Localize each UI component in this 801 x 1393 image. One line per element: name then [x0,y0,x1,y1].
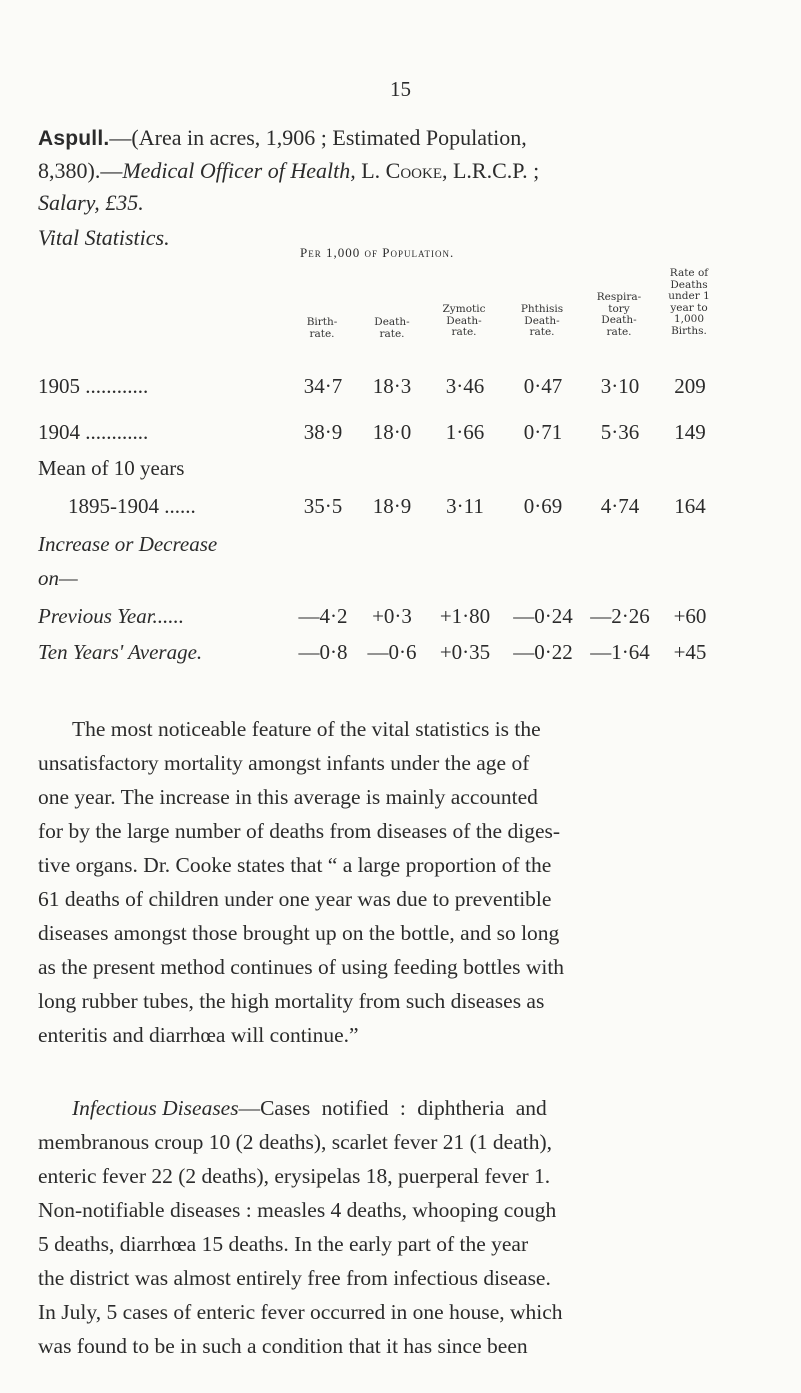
row-label-previous-year: Previous Year...... [38,604,185,628]
paragraph-line: Non-notifiable diseases : measles 4 deaths, whooping cough [38,1198,557,1222]
table-cell: +0·3 [372,604,412,628]
table-cell: 164 [674,494,706,518]
column-header-infant-deaths: Rate of Deaths under 1 year to 1,000 Births. [668,267,710,337]
population-text: 8,380).— [38,158,123,183]
table-cell: +1·80 [439,604,491,628]
paragraph-line: The most noticeable feature of the vital statistics is the [72,717,541,741]
page-number: 15 [390,77,411,101]
column-header-phthisis: Phthisis Death- rate. [520,303,564,338]
table-cell: —0·22 [513,640,573,664]
table-cell: 38·9 [303,420,343,444]
row-label-increase-decrease: Increase or Decrease [38,532,218,556]
table-cell: 18·0 [372,420,412,444]
table-cell: 35·5 [303,494,343,518]
paragraph-line: 61 deaths of children under one year was due to preventible [38,887,552,911]
row-label-1904: 1904 ............ [38,420,149,444]
table-cell: —4·2 [298,604,348,628]
table-cell: 3·10 [600,374,640,398]
paragraph-line: was found to be in such a condition that it has since been [38,1334,528,1358]
table-cell: —2·26 [590,604,650,628]
table-cell: 3·11 [446,494,484,518]
row-sublabel-mean-years: 1895-1904 ...... [68,494,196,518]
infectious-diseases-heading: Infectious Diseases [72,1096,239,1120]
table-cell: 0·47 [523,374,563,398]
medical-officer-title: Medical Officer of Health, [122,158,356,183]
column-header-respiratory: Respira- tory Death- rate. [596,291,642,338]
salary-text: Salary, £35. [38,190,144,215]
table-cell: 0·69 [523,494,563,518]
infant-mortality-paragraph [38,712,748,1052]
vital-statistics-heading: Vital Statistics. [38,225,170,250]
paragraph-line: membranous croup 10 (2 deaths), scarlet fever 21 (1 death), [38,1130,553,1154]
paragraph-line: as the present method continues of using feeding bottles with [38,955,565,979]
row-label-ten-years-average: Ten Years' Average. [38,640,203,664]
table-cell: 5·36 [600,420,640,444]
column-header-birth-rate: Birth- rate. [306,316,338,340]
table-cell: 0·71 [523,420,563,444]
table-cell: 18·9 [372,494,412,518]
table-cell: 209 [674,374,706,398]
table-cell: —1·64 [590,640,650,664]
paragraph-line: unsatisfactory mortality amongst infants under the age of [38,751,530,775]
paragraph-line: enteric fever 22 (2 deaths), erysipelas 18, puerperal fever 1. [38,1164,551,1188]
table-cell: 1·66 [445,420,485,444]
infectious-diseases-paragraph [38,1091,748,1363]
table-cell: 3·46 [445,374,485,398]
per-population-heading: Per 1,000 of Population. [300,245,455,260]
table-cell: +45 [673,640,707,664]
row-sublabel-on: on— [38,566,78,590]
cases-notified-text: —Cases notified : diphtheria and [238,1096,547,1120]
column-header-zymotic: Zymotic Death- rate. [442,303,486,338]
table-cell: +60 [673,604,707,628]
table-cell: 149 [674,420,706,444]
district-name: Aspull. [38,127,110,150]
intro-line-2 [38,155,748,187]
paragraph-line: diseases amongst those brought up on the bottle, and so long [38,921,560,945]
paragraph-line: one year. The increase in this average is mainly accounted [38,785,538,809]
paragraph-line: long rubber tubes, the high mortality from such diseases as [38,989,545,1013]
table-cell: —0·24 [513,604,573,628]
paragraph-line: 5 deaths, diarrhœa 15 deaths. In the early part of the year [38,1232,529,1256]
paragraph-line: the district was almost entirely free from infectious disease. [38,1266,551,1290]
row-label-1905: 1905 ............ [38,374,149,398]
paragraph-line: tive organs. Dr. Cooke states that “ a large proportion of the [38,853,552,877]
column-header-death-rate: Death- rate. [374,316,410,340]
table-cell: —0·6 [367,640,417,664]
area-population-text: —(Area in acres, 1,906 ; Estimated Population, [109,125,527,150]
table-cell: —0·8 [298,640,348,664]
table-cell: 4·74 [600,494,640,518]
table-cell: 34·7 [303,374,343,398]
paragraph-line: for by the large number of deaths from diseases of the diges- [38,819,561,843]
district-header [38,122,748,219]
row-label-mean: Mean of 10 years [38,456,185,480]
table-cell: 18·3 [372,374,412,398]
paragraph-line: In July, 5 cases of enteric fever occurred in one house, which [38,1300,563,1324]
paragraph-line: enteritis and diarrhœa will continue.” [38,1023,359,1047]
paragraph-line [38,1091,748,1125]
medical-officer-name: L. Cooke, L.R.C.P. ; [355,158,540,183]
intro-line-1 [38,122,748,155]
table-cell: +0·35 [439,640,491,664]
